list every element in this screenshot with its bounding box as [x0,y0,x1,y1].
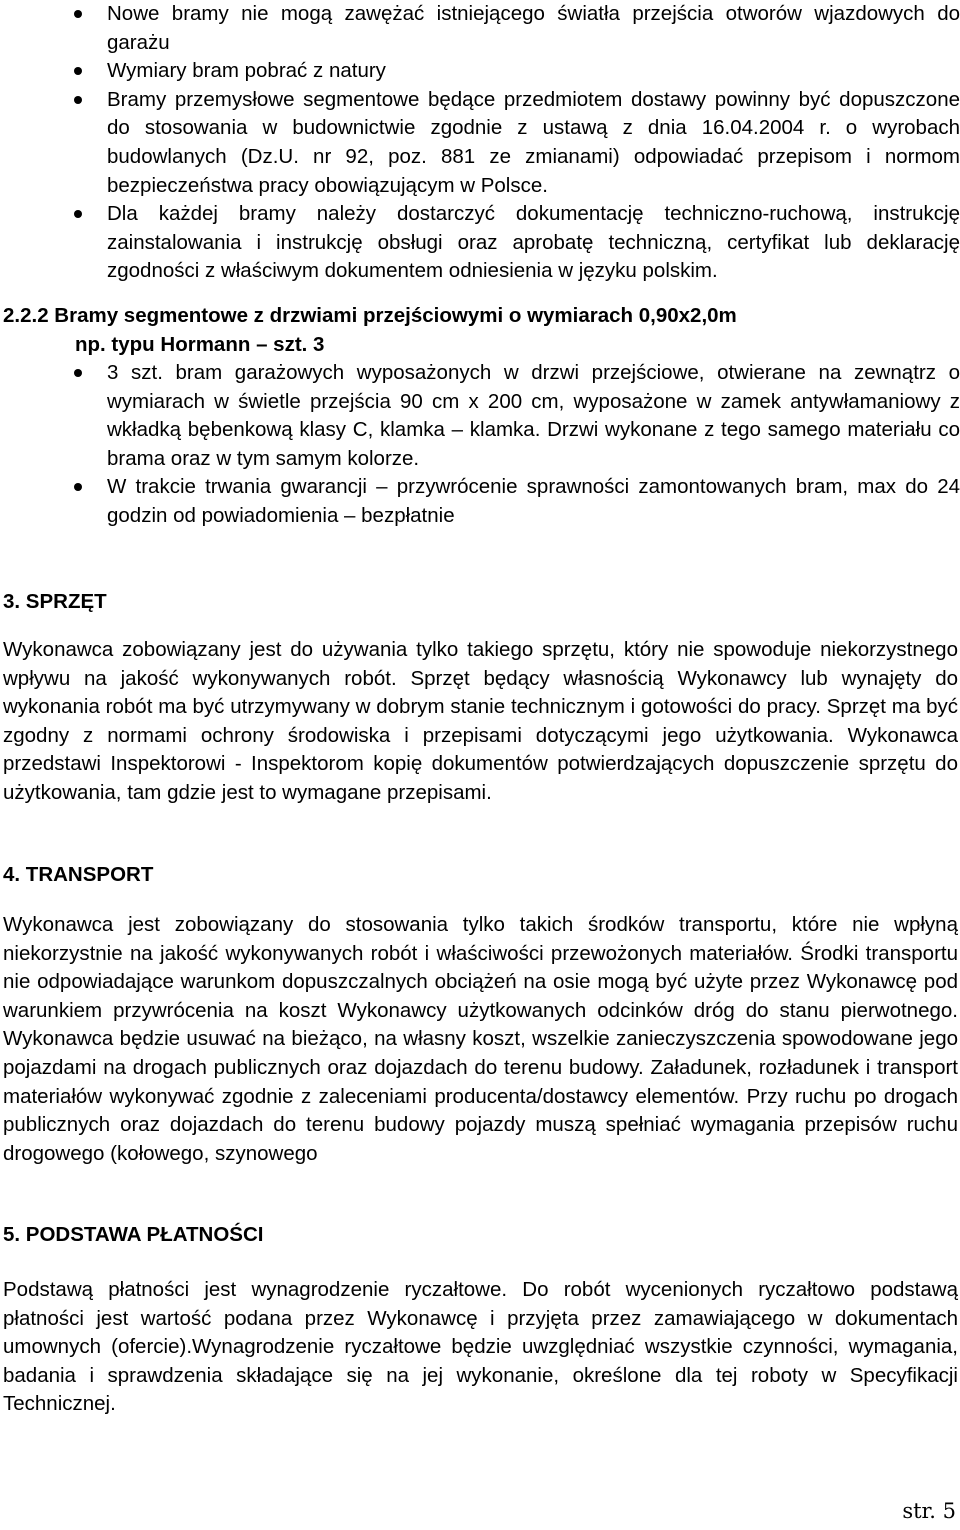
page-number: str. 5 [902,1499,956,1523]
list-item: Wymiary bram pobrać z natury [107,57,960,86]
list-item: Dla każdej bramy należy dostarczyć dokumentację techniczno-ruchową, instrukcję zainstalowania i instrukcję obsługi oraz aprobatę techniczną, certyfikat lub deklarację zgodności z właściwym dokumentem odniesienia w języku polskim. [107,200,960,286]
section-heading-payment: 5. PODSTAWA PŁATNOŚCI [3,1223,264,1246]
section-body-payment: Podstawą płatności jest wynagrodzenie ryczałtowe. Do robót wycenionych ryczałtowo podstawą płatności jest wartość podana przez Wykonawcę i przyjęta przez zamawiającego w dokumentach umownych (ofercie).Wynagrodzenie ryczałtowe będzie uwzględniać wszystkie czynności, wymagania, badania i sprawdzenia składające się na jej wykonanie, określone dla tej roboty w Specyfikacji Technicznej. [3,1278,958,1416]
list-item: Nowe bramy nie mogą zawężać istniejącego światła przejścia otworów wjazdowych do garażu [107,0,960,57]
list-item: W trakcie trwania gwarancji – przywrócenie sprawności zamontowanych bram, max do 24 godzin od powiadomienia – bezpłatnie [107,473,960,530]
list-item: 3 szt. bram garażowych wyposażonych w drzwi przejściowe, otwierane na zewnątrz o wymiarach w świetle przejścia 90 cm x 200 cm, wyposażone w zamek antywłamaniowy z wkładką bębenkową klasy C, klamka – klamka. Drzwi wykonane z tego samego materiału co brama oraz w tym samym kolorze. [107,359,960,473]
heading-line: 2.2.2 Bramy segmentowe z drzwiami przejściowymi o wymiarach 0,90x2,0m [3,304,737,327]
section-body-equipment: Wykonawca zobowiązany jest do używania tylko takiego sprzętu, który nie spowoduje niekorzystnego wpływu na jakość wykonywanych robót. Sprzęt będący własnością Wykonawcy lub wynajęty do wykonania robót ma być utrzymywany w dobrym stanie technicznym i gotowości do pracy. Sprzęt ma być zgodny z normami ochrony środowiska i przepisami dotyczącymi jego użytkowania. Wykonawca przedstawi Inspektorowi - Inspektorom kopię dokumentów potwierdzających dopuszczenie sprzętu do użytkowania, tam gdzie jest to wymagane przepisami. [3,638,958,804]
section-heading-equipment: 3. SPRZĘT [3,590,107,613]
list-item: Bramy przemysłowe segmentowe będące przedmiotem dostawy powinny być dopuszczone do stosowania w budownictwie zgodnie z ustawą z dnia 16.04.2004 r. o wyrobach budowlanych (Dz.U. nr 92, poz. 881 ze zmianami) odpowiadać przepisom i normom bezpieczeństwa pracy obowiązującym w Polsce. [107,86,960,200]
section-heading-2-2-2 [3,302,953,359]
gates-spec-list [107,359,960,531]
requirements-list [107,0,960,286]
heading-line: np. typu Hormann – szt. 3 [75,332,325,356]
section-body-transport: Wykonawca jest zobowiązany do stosowania tylko takich środków transportu, które nie wpłyną niekorzystnie na jakość wykonywanych robót i właściwości przewożonych materiałów. Środki transportu nie odpowiadające warunkom dopuszczalnych obciążeń na osie mogą być użyte przez Wykonawcę pod warunkiem przywrócenia na koszt Wykonawcy użytkowanych odcinków dróg do stanu pierwotnego. Wykonawca będzie usuwać na bieżąco, na własny koszt, wszelkie zanieczyszczenia spowodowane jego pojazdami na drogach publicznych oraz dojazdach do terenu budowy. Załadunek, rozładunek i transport materiałów wykonywać zgodnie z zaleceniami producenta/dostawcy elementów. Przy ruchu po drogach publicznych oraz dojazdach do terenu budowy pojazdy muszą spełniać wymagania przepisów ruchu drogowego (kołowego, szynowego [3,913,958,1165]
section-heading-transport: 4. TRANSPORT [3,863,154,886]
